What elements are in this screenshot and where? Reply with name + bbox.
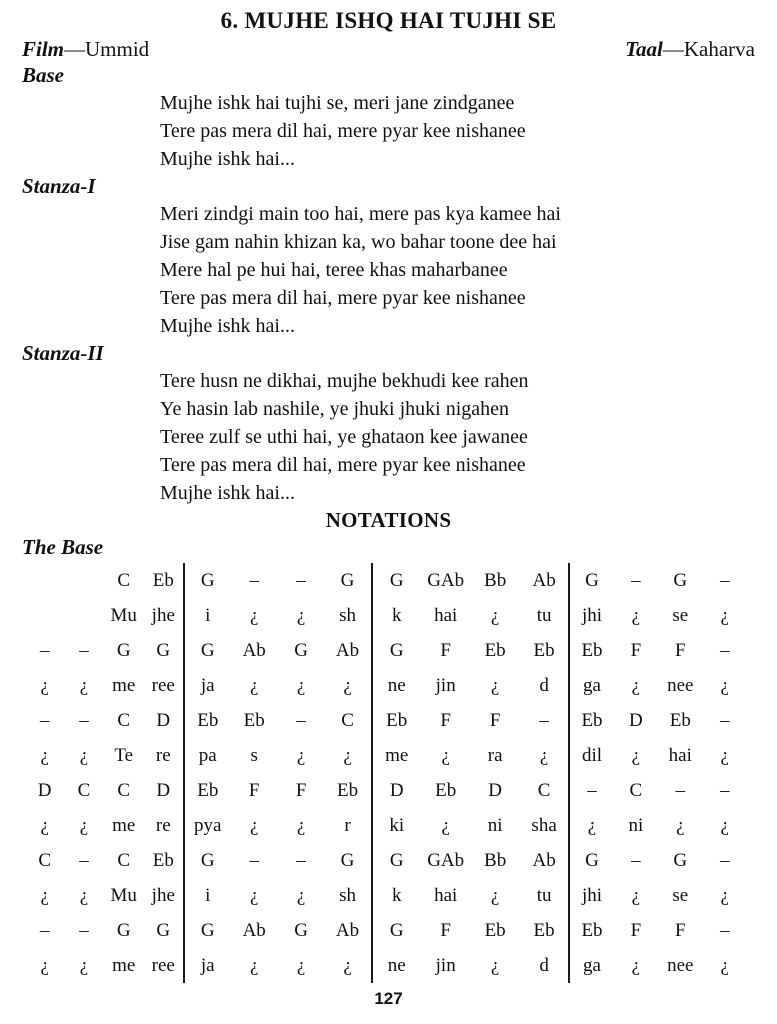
- section-base: [0, 62, 777, 173]
- notation-cell: ¿: [79, 744, 89, 766]
- notation-cell: –: [719, 849, 730, 871]
- notation-cell: k: [391, 884, 402, 906]
- notation-cell: G: [294, 919, 308, 941]
- notation-cell: ¿: [40, 814, 49, 836]
- notation-cell: F: [248, 779, 260, 801]
- notation-cell: jin: [435, 954, 456, 976]
- notation-cell: D: [488, 779, 502, 801]
- notation-cell: F: [295, 779, 307, 801]
- notation-cell: F: [489, 709, 501, 731]
- notation-cell: se: [672, 604, 689, 626]
- notation-cell: D: [389, 779, 404, 801]
- notation-cell: C: [117, 849, 131, 871]
- notation-cell: jhe: [144, 878, 184, 913]
- notation-cell: G: [200, 919, 215, 941]
- notation-cell: re: [144, 808, 184, 843]
- notation-cell: ¿: [631, 674, 641, 696]
- notation-cell: [25, 563, 64, 598]
- notation-cell: pa: [198, 744, 217, 766]
- notation-cell: se: [672, 884, 689, 906]
- lyric-line: Tere husn ne dikhai, mujhe bekhudi kee rahen: [160, 370, 529, 392]
- notation-cell: C: [117, 709, 131, 731]
- notation-cell: ¿: [490, 884, 500, 906]
- notation-cell: ¿: [720, 744, 729, 766]
- notation-cell: –: [39, 919, 50, 941]
- notation-cell: Mu: [110, 884, 137, 906]
- notation-cell: D: [629, 709, 643, 731]
- notation-cell: i: [205, 884, 211, 906]
- lyric-line: Tere pas mera dil hai, mere pyar kee nishanee: [160, 454, 526, 476]
- notation-cell: Eb: [669, 709, 691, 731]
- notation-cell: –: [719, 569, 730, 591]
- notation-cell: Eb: [144, 563, 184, 598]
- notation-cell: ¿: [490, 954, 500, 976]
- notation-cell: ree: [144, 948, 184, 983]
- notation-cell: Ab: [242, 639, 266, 661]
- notation-cell: –: [719, 919, 730, 941]
- notation-cell: Ab: [520, 563, 569, 598]
- notation-cell: sh: [325, 598, 372, 633]
- notation-cell: ¿: [441, 744, 450, 766]
- notation-cell: Eb: [581, 639, 603, 661]
- lyric-line: Tere pas mera dil hai, mere pyar kee nishanee: [160, 120, 526, 142]
- notation-cell: dil: [581, 744, 603, 766]
- lyric-line: Meri zindgi main too hai, mere pas kya kamee hai: [160, 203, 561, 225]
- notation-cell: Eb: [520, 913, 569, 948]
- notation-cell: k: [391, 604, 402, 626]
- notation-cell: –: [39, 639, 50, 661]
- notation-cell: jhe: [144, 598, 184, 633]
- notation-cell: –: [79, 849, 89, 871]
- notation-cell: d: [520, 668, 569, 703]
- notation-cell: jin: [435, 674, 456, 696]
- film-label: Film: [22, 37, 65, 61]
- notation-row: [25, 913, 747, 948]
- lyrics-stanza-1: [0, 200, 777, 340]
- notation-cell: Mu: [110, 604, 137, 626]
- notation-cell: ¿: [720, 954, 729, 976]
- notation-cell: Eb: [520, 633, 569, 668]
- notation-cell: Eb: [484, 919, 506, 941]
- notation-cell: me: [112, 814, 136, 836]
- notation-cell: –: [631, 569, 641, 591]
- lyric-line: Jise gam nahin khizan ka, wo bahar toone dee hai: [160, 231, 557, 253]
- notation-cell: G: [673, 849, 688, 871]
- notation-cell: G: [389, 639, 404, 661]
- notation-cell: G: [325, 843, 372, 878]
- notation-cell: ¿: [296, 604, 306, 626]
- notation-cell: ¿: [631, 744, 641, 766]
- notation-cell: Bb: [484, 569, 507, 591]
- notation-row: [25, 878, 747, 913]
- notation-cell: Eb: [325, 773, 372, 808]
- notation-cell: jhi: [581, 604, 603, 626]
- notation-cell: hai: [668, 744, 692, 766]
- notation-cell: –: [719, 709, 730, 731]
- notation-cell: Eb: [243, 709, 265, 731]
- film-info: [22, 36, 149, 62]
- notation-cell: –: [79, 709, 89, 731]
- notation-cell: Eb: [144, 843, 184, 878]
- notation-cell: ¿: [296, 674, 306, 696]
- notation-cell: me: [112, 674, 136, 696]
- notation-cell: tu: [520, 598, 569, 633]
- notations-heading: NOTATIONS: [325, 508, 452, 532]
- notation-cell: –: [79, 919, 89, 941]
- notation-cell: Bb: [484, 849, 507, 871]
- notation-row: [25, 703, 747, 738]
- notation-cell: G: [325, 563, 372, 598]
- notation-cell: ¿: [40, 954, 49, 976]
- notation-cell: nee: [667, 954, 694, 976]
- notation-cell: C: [325, 703, 372, 738]
- notation-cell: –: [296, 709, 306, 731]
- notation-cell: –: [675, 779, 686, 801]
- page-number: 127: [374, 989, 403, 1008]
- lyric-line: Teree zulf se uthi hai, ye ghataon kee jawanee: [160, 426, 528, 448]
- notation-cell: ga: [583, 954, 601, 976]
- notation-cell: D: [144, 773, 184, 808]
- notation-cell: G: [116, 919, 131, 941]
- notation-cell: ¿: [296, 884, 306, 906]
- lyric-line: Mujhe ishk hai...: [160, 148, 295, 170]
- notation-cell: G: [116, 639, 131, 661]
- notation-cell: C: [117, 779, 131, 801]
- taal-value: —Kaharva: [662, 37, 755, 61]
- notation-cell: –: [79, 639, 89, 661]
- notation-cell: F: [440, 639, 451, 661]
- notation-row: [25, 948, 747, 983]
- notation-cell: ra: [487, 744, 503, 766]
- notation-cell: Eb: [197, 709, 219, 731]
- notation-cell: ¿: [631, 954, 641, 976]
- notation-cell: G: [673, 569, 688, 591]
- notation-row: [25, 598, 747, 633]
- notation-cell: F: [675, 919, 686, 941]
- notation-row: [25, 563, 747, 598]
- notation-cell: ¿: [296, 814, 306, 836]
- lyric-line: Mujhe ishk hai tujhi se, meri jane zindganee: [160, 92, 515, 114]
- film-value: —Ummid: [64, 37, 150, 61]
- section-label-stanza-2: Stanza-II: [22, 341, 104, 365]
- notation-cell: ¿: [40, 674, 49, 696]
- notation-cell: tu: [520, 878, 569, 913]
- notation-row: [25, 633, 747, 668]
- notation-cell: Te: [114, 744, 134, 766]
- notation-cell: C: [629, 779, 643, 801]
- notation-row: [25, 773, 747, 808]
- taal-info: [625, 36, 755, 62]
- notation-cell: ¿: [631, 884, 641, 906]
- notation-cell: ¿: [249, 674, 259, 696]
- notation-cell: C: [77, 779, 91, 801]
- notation-cell: ¿: [720, 604, 729, 626]
- notation-cell: ¿: [296, 744, 306, 766]
- notation-cell: G: [144, 913, 184, 948]
- notation-cell: F: [440, 919, 451, 941]
- notation-cell: ¿: [720, 884, 729, 906]
- notation-cell: C: [520, 773, 569, 808]
- notation-cell: ¿: [40, 744, 49, 766]
- notation-cell: ¿: [40, 884, 49, 906]
- lyric-line: Tere pas mera dil hai, mere pyar kee nishanee: [160, 287, 526, 309]
- notation-cell: [25, 598, 64, 633]
- notation-cell: ni: [628, 814, 644, 836]
- lyric-line: Mujhe ishk hai...: [160, 315, 295, 337]
- notation-cell: pya: [194, 814, 222, 836]
- notation-cell: d: [520, 948, 569, 983]
- notation-cell: ja: [200, 674, 215, 696]
- notation-cell: Ab: [242, 919, 266, 941]
- lyrics-stanza-2: [0, 367, 777, 507]
- notation-cell: ¿: [441, 814, 450, 836]
- notation-cell: sha: [520, 808, 569, 843]
- notation-cell: ne: [387, 954, 406, 976]
- notation-cell: ¿: [79, 814, 89, 836]
- notations-subheading: The Base: [22, 535, 104, 559]
- taal-label: Taal: [625, 37, 663, 61]
- notation-cell: me: [385, 744, 409, 766]
- notation-row: [25, 808, 747, 843]
- notation-cell: –: [520, 703, 569, 738]
- notation-cell: ¿: [325, 738, 372, 773]
- notation-cell: i: [205, 604, 211, 626]
- notation-table: [25, 563, 747, 983]
- notation-row: [25, 668, 747, 703]
- notation-cell: ¿: [490, 674, 500, 696]
- film-taal-row: [0, 35, 777, 62]
- notation-cell: ne: [387, 674, 406, 696]
- notation-cell: ¿: [676, 814, 685, 836]
- notation-cell: G: [585, 849, 599, 871]
- notation-cell: hai: [434, 884, 458, 906]
- notation-cell: G: [200, 569, 215, 591]
- notation-cell: ¿: [249, 954, 259, 976]
- notation-row: [25, 843, 747, 878]
- notation-cell: [64, 563, 103, 598]
- notation-cell: F: [675, 639, 686, 661]
- notation-cell: ree: [144, 668, 184, 703]
- notation-cell: –: [631, 849, 641, 871]
- notation-cell: G: [144, 633, 184, 668]
- notation-cell: D: [144, 703, 184, 738]
- notation-cell: G: [585, 569, 599, 591]
- notation-cell: Eb: [581, 919, 603, 941]
- notation-cell: –: [587, 779, 597, 801]
- notation-cell: Ab: [520, 843, 569, 878]
- notation-cell: –: [249, 849, 259, 871]
- notation-cell: ¿: [249, 604, 259, 626]
- notation-cell: ga: [583, 674, 601, 696]
- notation-cell: me: [112, 954, 136, 976]
- notation-cell: F: [630, 919, 642, 941]
- notation-cell: [64, 598, 103, 633]
- notation-cell: C: [38, 849, 52, 871]
- lyric-line: Mujhe ishk hai...: [160, 482, 295, 504]
- notation-cell: F: [440, 709, 451, 731]
- notation-cell: GAb: [427, 569, 465, 591]
- section-stanza-2: [0, 340, 777, 507]
- notation-cell: ¿: [490, 604, 500, 626]
- notation-cell: ¿: [79, 884, 89, 906]
- notation-cell: sh: [325, 878, 372, 913]
- notation-cell: GAb: [427, 849, 465, 871]
- notation-cell: ¿: [587, 814, 597, 836]
- notation-cell: r: [325, 808, 372, 843]
- notation-cell: G: [389, 849, 404, 871]
- notation-cell: ¿: [296, 954, 306, 976]
- notation-table-body: [25, 563, 747, 983]
- notation-cell: ¿: [520, 738, 569, 773]
- lyric-line: Mere hal pe hui hai, teree khas maharbanee: [160, 259, 508, 281]
- notation-cell: –: [296, 849, 306, 871]
- notation-cell: ¿: [249, 814, 259, 836]
- notation-cell: –: [296, 569, 306, 591]
- notation-cell: ¿: [249, 884, 259, 906]
- notation-cell: F: [630, 639, 642, 661]
- notation-cell: s: [250, 744, 258, 766]
- notation-cell: G: [200, 639, 215, 661]
- lyric-line: Ye hasin lab nashile, ye jhuki jhuki nigahen: [160, 398, 510, 420]
- section-label-stanza-1: Stanza-I: [22, 174, 96, 198]
- notation-cell: –: [249, 569, 259, 591]
- notation-cell: D: [37, 779, 52, 801]
- notation-cell: ¿: [325, 668, 372, 703]
- notation-cell: ¿: [720, 674, 729, 696]
- notation-cell: ¿: [79, 674, 89, 696]
- notation-cell: G: [200, 849, 215, 871]
- lyrics-base: [0, 89, 777, 173]
- notation-cell: nee: [667, 674, 694, 696]
- notation-cell: Eb: [581, 709, 603, 731]
- notation-cell: re: [144, 738, 184, 773]
- notation-cell: ni: [487, 814, 503, 836]
- notation-cell: –: [39, 709, 50, 731]
- notation-cell: Ab: [325, 913, 372, 948]
- section-stanza-1: [0, 173, 777, 340]
- notation-cell: ¿: [325, 948, 372, 983]
- notation-cell: ki: [389, 814, 405, 836]
- notation-cell: Eb: [435, 779, 457, 801]
- notation-cell: –: [719, 639, 730, 661]
- notation-cell: Ab: [325, 633, 372, 668]
- page-title: 6. MUJHE ISHQ HAI TUJHI SE: [220, 8, 557, 33]
- section-label-base: Base: [22, 63, 64, 87]
- notation-cell: C: [117, 569, 131, 591]
- notation-row: [25, 738, 747, 773]
- notation-cell: G: [294, 639, 308, 661]
- notation-cell: jhi: [581, 884, 603, 906]
- notation-cell: ¿: [631, 604, 641, 626]
- notation-cell: Eb: [197, 779, 219, 801]
- notation-cell: Eb: [386, 709, 408, 731]
- notation-cell: G: [389, 569, 404, 591]
- notation-cell: Eb: [484, 639, 506, 661]
- notation-cell: –: [719, 779, 730, 801]
- notation-cell: ¿: [720, 814, 729, 836]
- notation-cell: hai: [434, 604, 458, 626]
- notation-cell: ja: [200, 954, 215, 976]
- notation-cell: ¿: [79, 954, 89, 976]
- notation-cell: G: [389, 919, 404, 941]
